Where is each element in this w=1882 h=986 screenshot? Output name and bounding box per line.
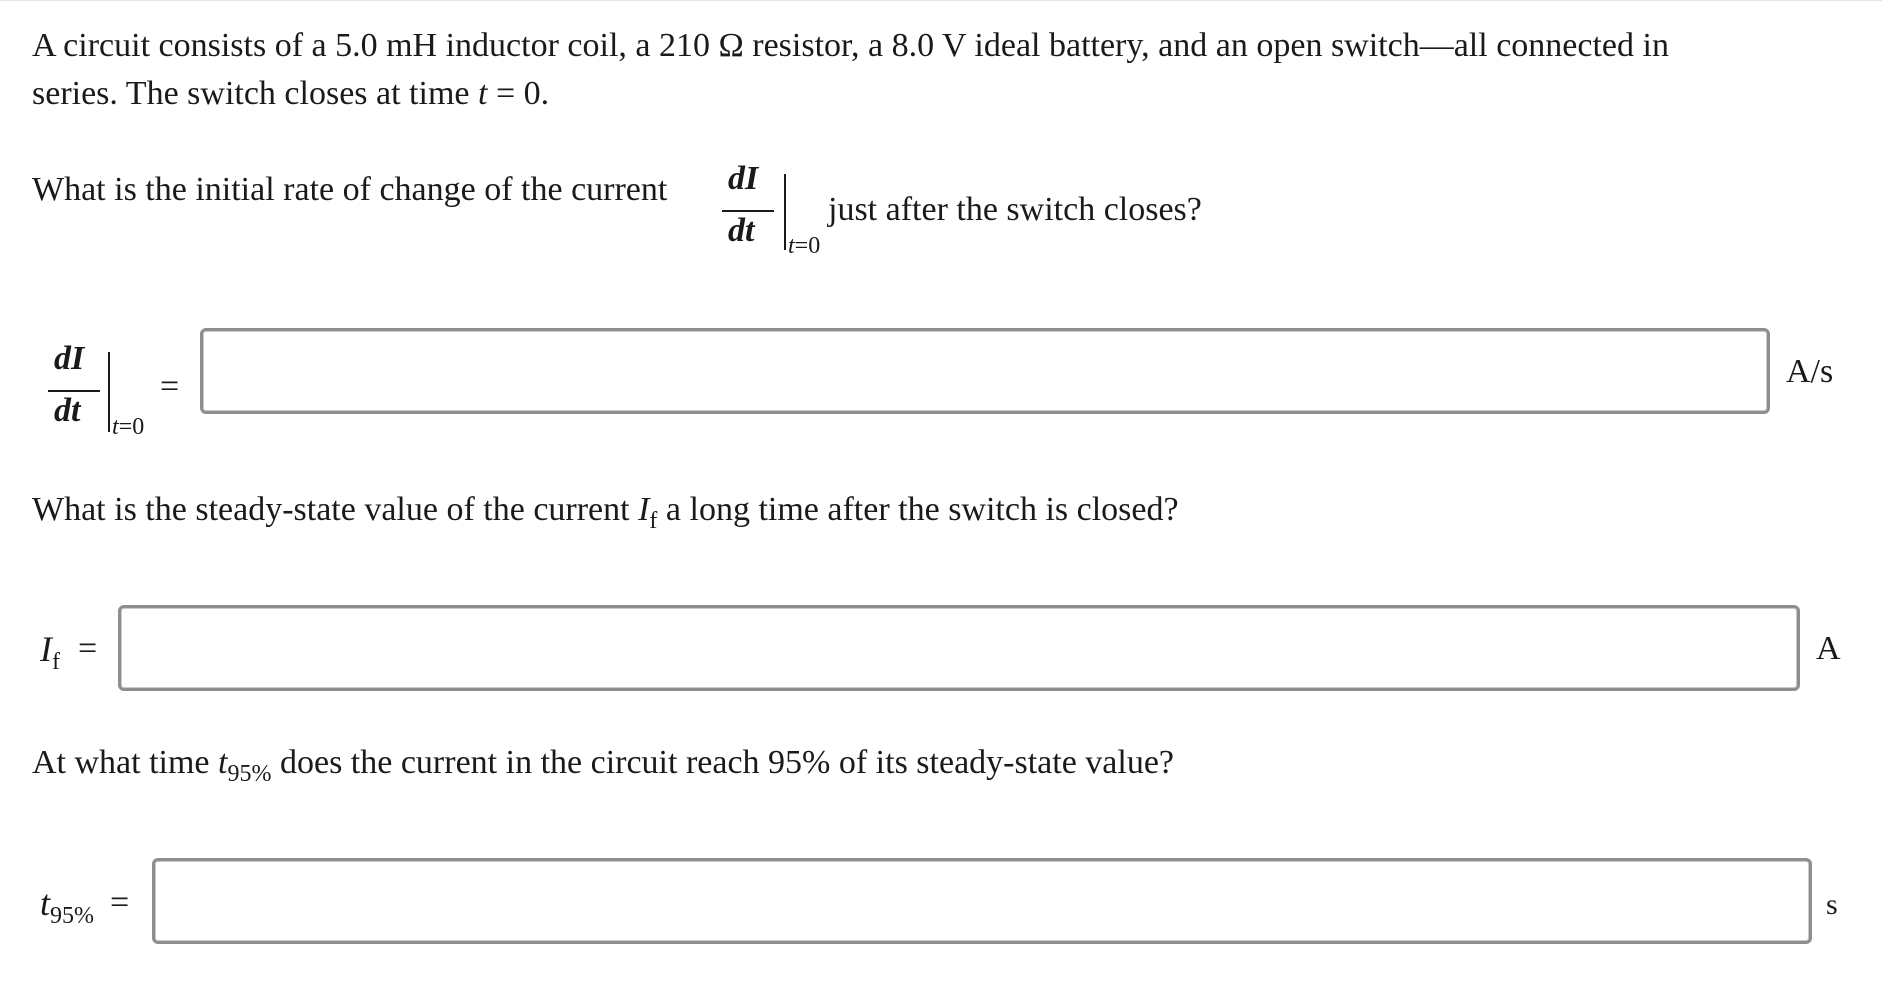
current-subscript: f <box>52 649 60 675</box>
time-variable: t <box>40 883 51 923</box>
derivative-denominator: dt <box>54 392 81 429</box>
question-2 <box>32 490 1179 541</box>
answer-3-label <box>40 882 94 930</box>
time-subscript: 95% <box>227 761 272 787</box>
intro-text: series. The switch closes at time <box>32 75 478 112</box>
question-1-text-after: just after the switch closes? <box>828 191 1202 228</box>
eval-rest: =0 <box>794 233 821 259</box>
question-2-text-after: a long time after the switch is closed? <box>657 491 1179 528</box>
intro-text-end: = 0. <box>487 75 550 112</box>
question-3 <box>32 743 1174 794</box>
eval-rest: =0 <box>118 414 145 440</box>
equals-sign: = <box>78 630 98 667</box>
question-1-derivative <box>718 160 828 260</box>
equals-sign: = <box>110 884 130 921</box>
evaluation-bar <box>784 174 786 250</box>
time-variable: t <box>477 75 488 112</box>
question-3-text-before: At what time <box>32 744 219 781</box>
evaluation-point <box>788 233 820 260</box>
current-variable: I <box>638 491 650 528</box>
evaluation-bar <box>108 352 110 432</box>
derivative-numerator: dI <box>728 160 759 197</box>
current-variable: I <box>40 629 52 669</box>
answer-1-label <box>46 340 156 440</box>
top-divider <box>0 0 1882 1</box>
question-3-text-after: does the current in the circuit reach 95% of its steady-state value? <box>271 744 1175 781</box>
eval-var: t <box>788 233 795 259</box>
question-1-text-before: What is the initial rate of change of the current <box>32 171 668 208</box>
time-variable: t <box>218 744 228 781</box>
unit-amps-per-second: A/s <box>1786 353 1834 390</box>
answer-2-label <box>40 628 60 676</box>
derivative-numerator: dI <box>54 340 85 377</box>
time-subscript: 95% <box>50 903 95 929</box>
unit-seconds: s <box>1826 888 1838 921</box>
current-subscript: f <box>649 508 658 534</box>
steady-state-current-input[interactable] <box>118 605 1800 691</box>
question-1 <box>32 170 667 210</box>
eval-var: t <box>112 414 119 440</box>
problem-statement <box>32 22 1832 118</box>
problem-statement-line-1: A circuit consists of a 5.0 mH inductor coil, a 210 Ω resistor, a 8.0 V ideal battery, and an open switch—all connected in <box>32 27 1669 64</box>
equals-sign: = <box>160 368 180 405</box>
rate-of-change-input[interactable] <box>200 328 1770 414</box>
question-2-text-before: What is the steady-state value of the current <box>32 491 639 528</box>
evaluation-point <box>112 414 144 441</box>
question-1-continued <box>828 190 1202 230</box>
time-to-95-percent-input[interactable] <box>152 858 1812 944</box>
derivative-denominator: dt <box>728 212 755 249</box>
problem-statement-line-2 <box>32 70 1832 118</box>
unit-amps: A <box>1816 630 1841 667</box>
